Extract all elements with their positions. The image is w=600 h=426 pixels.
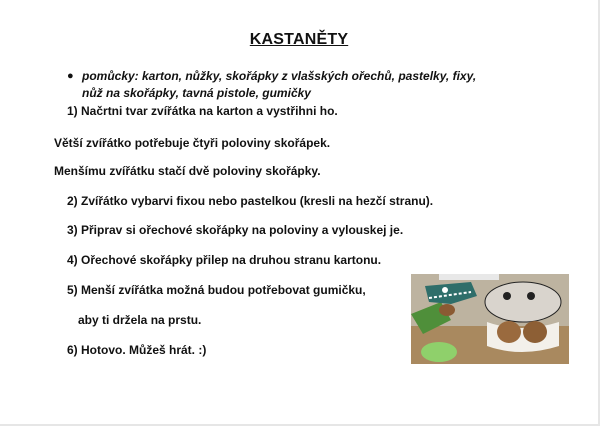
step-6: 6) Hotovo. Můžeš hrát. :) <box>67 343 207 357</box>
glue-stick <box>439 274 499 280</box>
hippo-cutout <box>485 282 561 322</box>
step-3: 3) Připrav si ořechové skořápky na poloviny a vylouskej je. <box>67 223 404 237</box>
materials-line-1: pomůcky: karton, nůžky, skořápky z vlašských ořechů, pastelky, fixy, <box>82 69 477 83</box>
hippo-eye-right <box>527 292 535 300</box>
castanets-photo-drawing <box>411 274 569 364</box>
hippo-eye-left <box>503 292 511 300</box>
walnut-shell-small <box>439 304 455 316</box>
castanets-photo <box>411 274 569 364</box>
materials-line-2: nůž na skořápky, tavná pistole, gumičky <box>82 86 311 100</box>
bullet-icon: ● <box>67 70 74 82</box>
page-title: KASTANĚTY <box>249 31 349 48</box>
step-5-continued: aby ti držela na prstu. <box>78 313 202 327</box>
walnut-shell-left <box>497 321 521 343</box>
step-2: 2) Zvířátko vybarvi fixou nebo pastelkou (kresli na hezčí stranu). <box>67 194 434 208</box>
walnut-shell-right <box>523 321 547 343</box>
step-1: 1) Načrtni tvar zvířátka na karton a vystřihni ho. <box>67 104 338 118</box>
step-5: 5) Menší zvířátka možná budou potřebovat gumičku, <box>67 283 366 297</box>
green-lid <box>421 342 457 362</box>
note-smaller-animal: Menšímu zvířátku stačí dvě poloviny skořápky. <box>54 164 321 178</box>
crocodile-eye <box>442 287 448 293</box>
note-bigger-animal: Větší zvířátko potřebuje čtyři poloviny skořápek. <box>54 136 331 150</box>
step-4: 4) Ořechové skořápky přilep na druhou stranu kartonu. <box>67 253 382 267</box>
